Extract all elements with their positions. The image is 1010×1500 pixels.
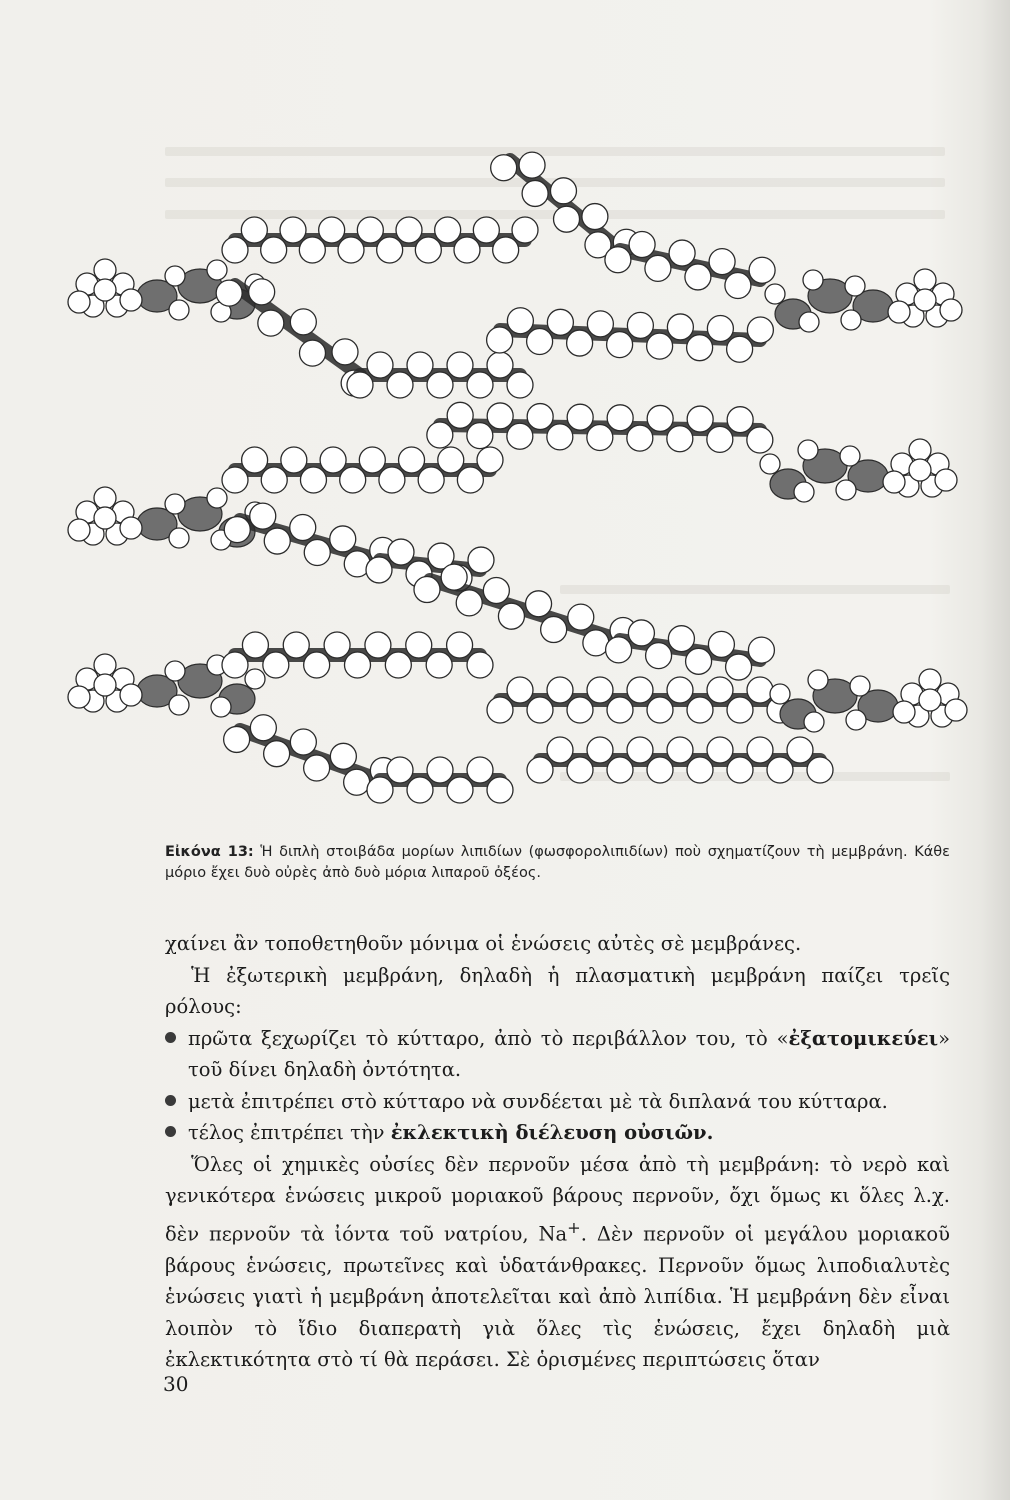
bullet-icon <box>165 1032 176 1043</box>
bullet-text: τέλος ἐπιτρέπει τὴν ἐκλεκτικὴ διέλευση οὐσιῶν. <box>188 1121 714 1144</box>
caption-label: Εἰκόνα 13: <box>165 844 254 860</box>
body-text <box>165 928 950 1376</box>
caption-text: Ἡ διπλὴ στοιβάδα μορίων λιπιδίων (φωσφορολιπιδίων) ποὺ σχηματίζουν τὴ μεμβράνη. Κάθε μόριο ἔχει δυὸ οὐρὲς ἀπὸ δυὸ μόρια λιπαροῦ ὀξέος. <box>165 844 950 881</box>
figure-caption <box>165 842 950 884</box>
bullet-text: μετὰ ἐπιτρέπει στὸ κύτταρο νὰ συνδέεται μὲ τὰ διπλανά του κύτταρα. <box>188 1089 888 1113</box>
bullet-item <box>165 1086 950 1118</box>
continuation-line: χαίνει ἂν τοποθετηθοῦν μόνιμα οἱ ἑνώσεις αὐτὲς σὲ μεμβράνες. <box>165 932 802 955</box>
lipid-bilayer-figure <box>60 140 980 830</box>
page-number: 30 <box>163 1372 189 1396</box>
bullet-icon <box>165 1126 176 1137</box>
bullet-icon <box>165 1095 176 1106</box>
main-paragraph: Ὅλες οἱ χημικὲς οὐσίες δὲν περνοῦν μέσα ἀπὸ τὴ μεμβράνη: τὸ νερὸ καὶ γενικότερα ἑνώσεις μικροῦ μοριακοῦ βάρους περνοῦν, ὄχι ὅμως κι ὅλες λ.χ. δὲν περνοῦν τὰ ἰόντα τοῦ νατρίου, Na+. Δὲν περνοῦν οἱ μεγάλου μοριακοῦ βάρους ἑνώσεις, πρωτεῖνες καὶ ὑδατάνθρακες. Περνοῦν ὅμως λιποδιαλυτὲς ἑνώσεις γιατὶ ἡ μεμβράνη ἀποτελεῖται καὶ ἀπὸ λιπίδια. Ἡ μεμβράνη δὲν εἶναι λοιπὸν τὸ ἴδιο διαπερατὴ γιὰ ὅλες τὶς ἑνώσεις, ἔχει δηλαδὴ μιὰ ἐκλεκτικότητα στὸ τί θὰ περάσει. Σὲ ὁρισμένες περιπτώσεις ὅταν <box>165 1152 951 1371</box>
intro-paragraph: Ἡ ἐξωτερικὴ μεμβράνη, δηλαδὴ ἡ πλασματικὴ μεμβράνη παίζει τρεῖς ρόλους: <box>165 963 950 1018</box>
bullet-item <box>165 1117 950 1149</box>
lipid-bilayer-illustration-icon <box>60 140 980 830</box>
bullet-item <box>165 1023 950 1086</box>
bullet-text: πρῶτα ξεχωρίζει τὸ κύτταρο, ἀπὸ τὸ περιβάλλον του, τὸ «ἐξατομικεύει» τοῦ δίνει δηλαδὴ ὀντότητα. <box>188 1026 950 1081</box>
